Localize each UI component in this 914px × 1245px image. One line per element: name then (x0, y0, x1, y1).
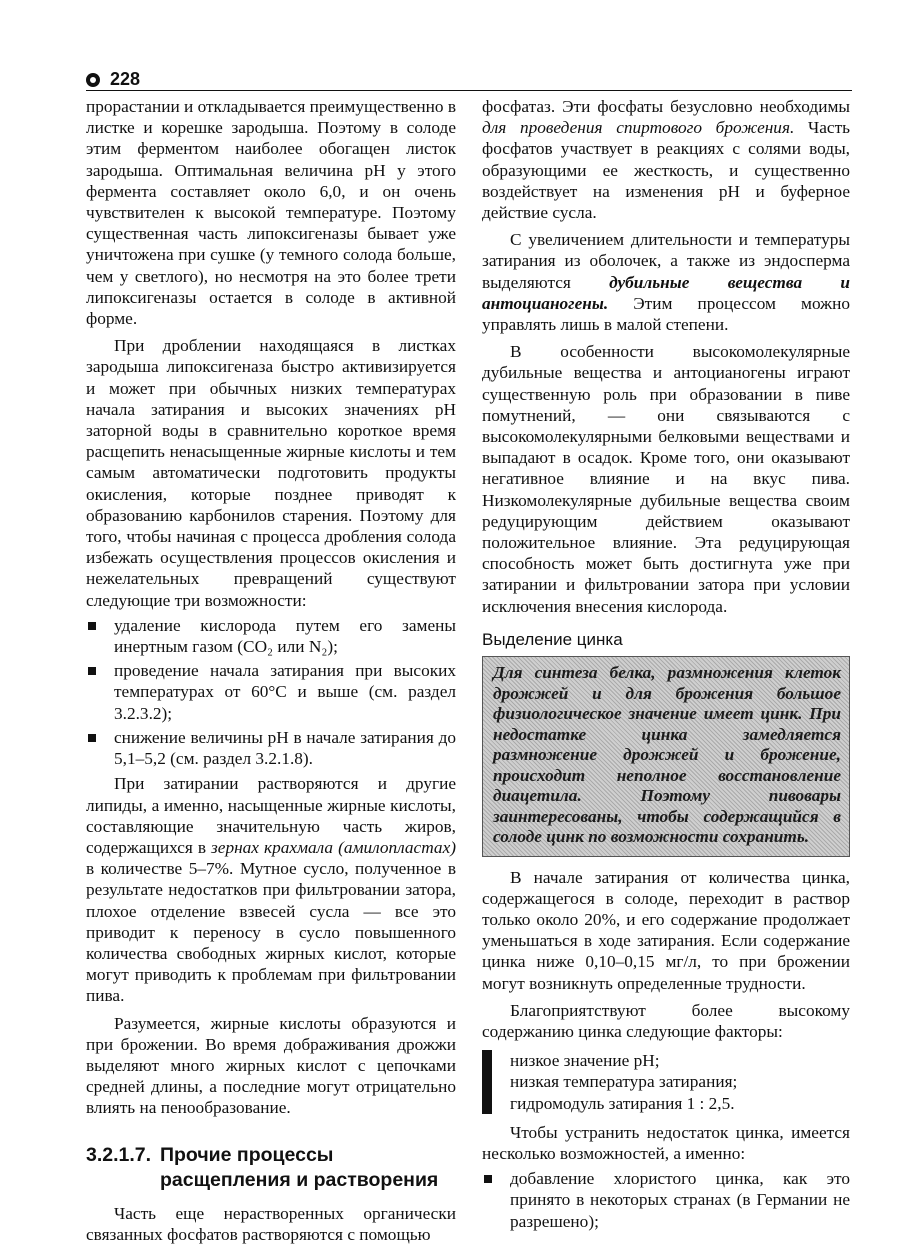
paragraph: фосфатаз. Эти фосфаты безусловно необходимы для проведения спиртового брожения. Часть фосфатов участвует в реакциях с солями воды, образующими ее жесткость, и существенно воздействует на изменения pH и буферное действие сусла. (482, 97, 851, 223)
page-number: 228 (110, 69, 141, 89)
section-number: 3.2.1.7. (86, 1143, 152, 1166)
subheading: Выделение цинка (482, 629, 623, 649)
options-list (86, 615, 456, 769)
page-marker-icon (86, 73, 100, 87)
list-item: проведение начала затирания при высоких температурах от 60°С и выше (см. раздел 3.2.3.2); (86, 660, 456, 724)
italic-term: для проведения спиртового брожения. (482, 118, 795, 138)
paragraph: При дроблении находящаяся в листках зародыша липоксигеназа быстро активизируется и может при обычных низких температурах начала затирания и высоких значениях pH заторной воды в сравнительно короткое время расщепить ненасыщенные жирные кислоты и тем самым автоматически подготовить продукты окисления, которые позднее приводят к образованию карбонилов старения. Поэтому для того, чтобы начиная с процесса дробления солода избежать осуществления процессов окисления и нежелательных превращений существуют следующие три возможности: (86, 336, 456, 610)
list-item: низкое значение pH; (510, 1051, 660, 1071)
list-item: удаление кислорода путем его замены инертным газом (CO₂ или N₂); (86, 615, 456, 657)
bold-italic-term: дубильные вещества и антоцианогены. (482, 272, 850, 313)
bar-marker (482, 1050, 492, 1114)
list-item: низкая температура затирания; (510, 1072, 738, 1092)
highlight-box: Для синтеза белка, размножения клеток дрожжей и для брожения большое физиологическое значение имеет цинк. При недостатке цинка замедляется размножение дрожжей и брожение, происходит неполное восстановление диацетила. Поэтому пивовары заинтересованы, чтобы содержащийся в солоде цинк по возможности сохранить. (482, 656, 850, 857)
list-item: гидромодуль затирания 1 : 2,5. (510, 1093, 735, 1113)
paragraph: В начале затирания от количества цинка, содержащегося в солоде, переходит в раствор только около 20%, и его содержание продолжает уменьшаться в ходе затирания. Если содержание цинка ниже 0,10–0,15 мг/л, то при брожении могут возникнуть определенные трудности. (482, 867, 850, 993)
factors-list (482, 1050, 850, 1114)
paragraph: С увеличением длительности и температуры затирания из оболочек, а также из эндосперма выделяются дубильные вещества и антоцианогены. Этим процессом можно управлять лишь в малой степени. (482, 230, 850, 335)
paragraph: При затирании растворяются и другие липиды, а именно, насыщенные жирные кислоты, составляющие значительную часть жиров, содержащихся в зернах крахмала (амилопластах) в количестве 5–7%. Мутное сусло, полученное в результате недостатков при фильтровании затора, плохое отделение взвесей сусла — все это приводит к переносу в сусло повышенного количества свободных жирных кислот, которые могут приводить к проблемам при фильтровании пива. (86, 774, 456, 1006)
paragraph: прорастании и откладывается преимущественно в листке и корешке зародыша. Поэтому в солоде этим ферментом наиболее обогащен листок зародыша. Оптимальная величина pH у этого фермента составляет около 6,0, и он очень чувствителен к высокой температуре. Поэтому существенная часть липоксигеназы бывает уже уничтожена при сушке (у темного солода больше, чем у светлого), но несмотря на это более трети липоксигеназы остается в солоде в активной форме. (86, 97, 456, 329)
right-column (482, 96, 850, 1236)
page-header (86, 70, 852, 91)
options-list (482, 1168, 850, 1232)
section-title (86, 1143, 456, 1193)
paragraph: Благоприятствуют более высокому содержанию цинка следующие факторы: (482, 1000, 850, 1041)
paragraph: Разумеется, жирные кислоты образуются и при брожении. Во время дображивания дрожжи выделяют много жирных кислот с цепочками средней длины, а последние могут отрицательно влиять на пенообразование. (86, 1013, 456, 1118)
list-item: добавление хлористого цинка, как это принято в некоторых странах (в Германии не разрешено); (482, 1168, 850, 1232)
left-column (86, 96, 456, 1245)
italic-term: зернах крахмала (амилопластах) (211, 837, 456, 857)
paragraph: В особенности высокомолекулярные дубильные вещества и антоцианогены играют существенную роль при образовании в пиве помутнений, — они связываются с высокомолекулярными белковыми веществами и выпадают в осадок. Кроме того, они оказывают негативное влияние и на вкус пива. Низкомолекулярные дубильные вещества своим редуцирующим действием оказывают положительное влияние. Эта редуцирующая способность может быть достигнута уже при затирании и фильтровании затора при условии исключения внесения кислорода. (482, 342, 850, 616)
list-item: снижение величины pH в начале затирания до 5,1–5,2 (см. раздел 3.2.1.8). (86, 727, 456, 769)
section-title-line1: Прочие процессы (160, 1143, 334, 1166)
paragraph: Часть еще нерастворенных органически связанных фосфатов растворяются с помощью (86, 1203, 456, 1244)
paragraph: Чтобы устранить недостаток цинка, имеется несколько возможностей, а именно: (482, 1122, 850, 1164)
section-title-line2: расщепления и растворения (160, 1168, 439, 1191)
